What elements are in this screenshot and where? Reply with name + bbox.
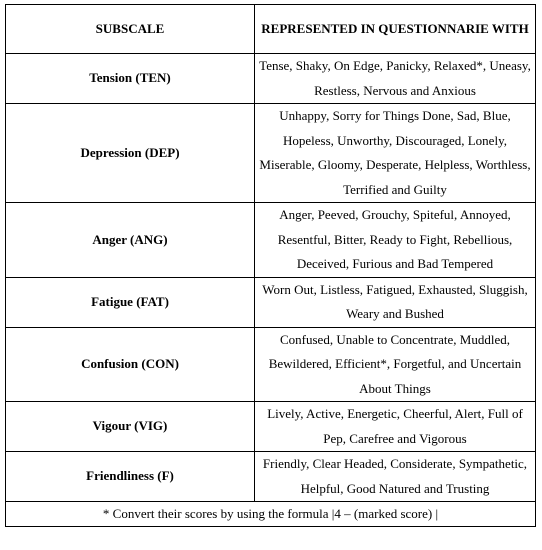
header-row	[6, 5, 536, 54]
items-vigour: Lively, Active, Energetic, Cheerful, Alert, Full of Pep, Carefree and Vigorous	[255, 402, 536, 452]
subscale-anger: Anger (ANG)	[6, 203, 255, 278]
subscale-tension: Tension (TEN)	[6, 54, 255, 104]
table-row	[6, 452, 536, 502]
table-row	[6, 327, 536, 402]
footnote-row	[6, 502, 536, 527]
table-row	[6, 402, 536, 452]
table-row	[6, 104, 536, 203]
table-row	[6, 203, 536, 278]
subscale-table	[5, 4, 536, 527]
subscale-fatigue: Fatigue (FAT)	[6, 277, 255, 327]
items-tension: Tense, Shaky, On Edge, Panicky, Relaxed*, Uneasy, Restless, Nervous and Anxious	[255, 54, 536, 104]
footnote: * Convert their scores by using the formula |4 – (marked score) |	[6, 502, 536, 527]
table-row	[6, 54, 536, 104]
subscale-friendliness: Friendliness (F)	[6, 452, 255, 502]
subscale-vigour: Vigour (VIG)	[6, 402, 255, 452]
table-row	[6, 277, 536, 327]
subscale-depression: Depression (DEP)	[6, 104, 255, 203]
subscale-confusion: Confusion (CON)	[6, 327, 255, 402]
items-depression: Unhappy, Sorry for Things Done, Sad, Blue, Hopeless, Unworthy, Discouraged, Lonely, Miserable, Gloomy, Desperate, Helpless, Worthless, Terrified and Guilty	[255, 104, 536, 203]
items-confusion: Confused, Unable to Concentrate, Muddled, Bewildered, Efficient*, Forgetful, and Uncertain About Things	[255, 327, 536, 402]
items-friendliness: Friendly, Clear Headed, Considerate, Sympathetic, Helpful, Good Natured and Trusting	[255, 452, 536, 502]
items-anger: Anger, Peeved, Grouchy, Spiteful, Annoyed, Resentful, Bitter, Ready to Fight, Rebellious, Deceived, Furious and Bad Tempered	[255, 203, 536, 278]
header-subscale: SUBSCALE	[6, 5, 255, 54]
items-fatigue: Worn Out, Listless, Fatigued, Exhausted, Sluggish, Weary and Bushed	[255, 277, 536, 327]
header-represented: REPRESENTED IN QUESTIONNARIE WITH	[255, 5, 536, 54]
